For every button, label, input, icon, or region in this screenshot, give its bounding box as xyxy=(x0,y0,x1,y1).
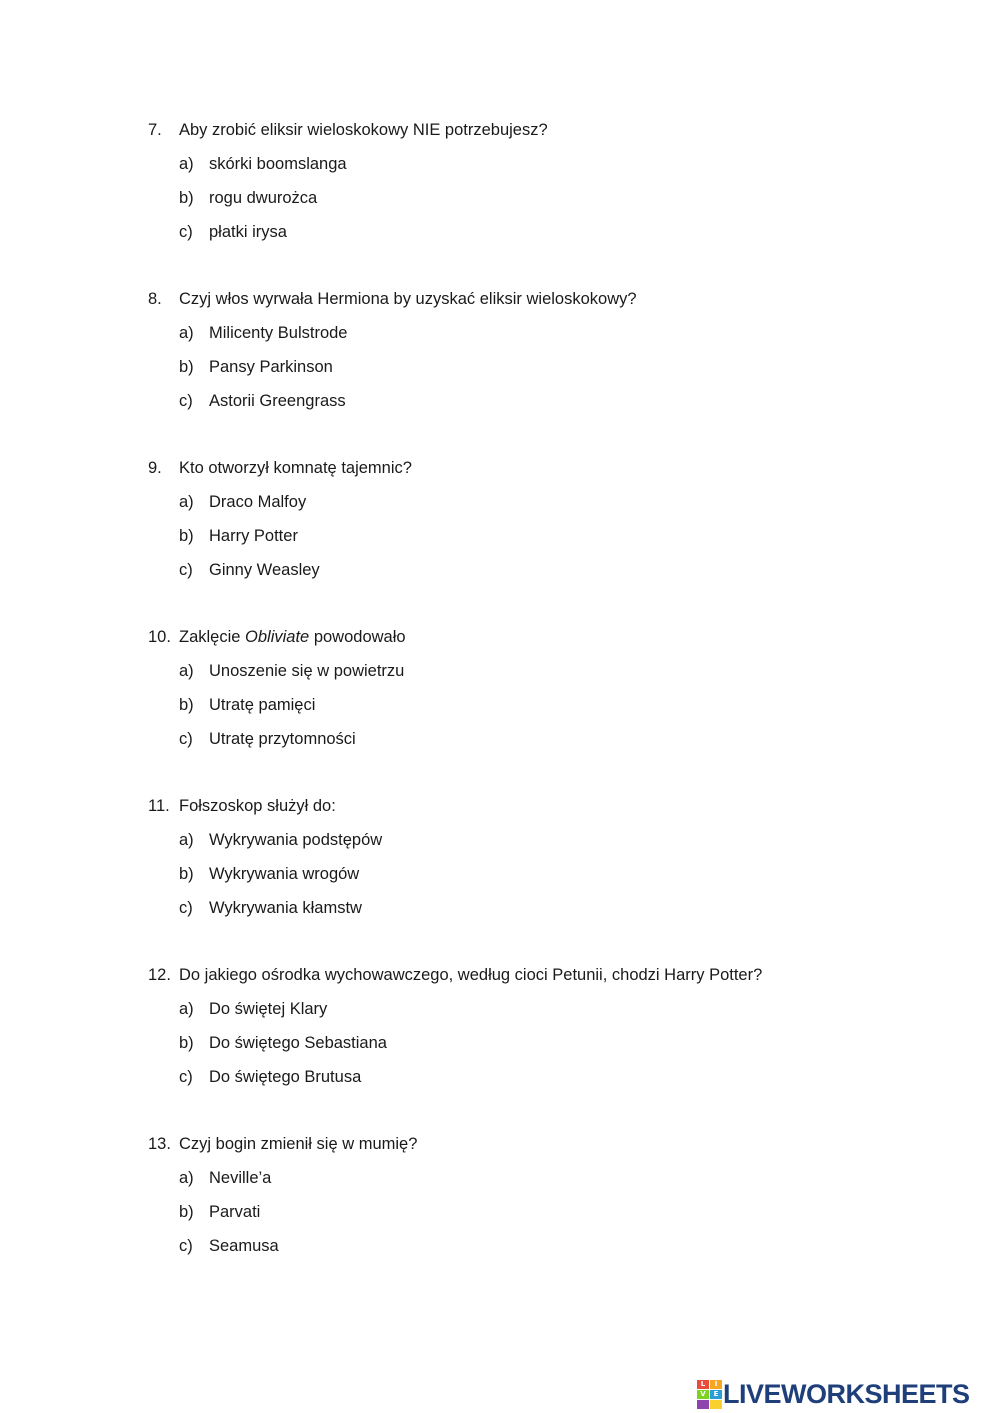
answer-text: Do świętego Sebastiana xyxy=(209,1034,387,1052)
question-text xyxy=(179,625,406,649)
answer-letter: b) xyxy=(179,527,194,545)
answer-text: Pansy Parkinson xyxy=(209,358,333,376)
question-text: Do jakiego ośrodka wychowawczego, według cioci Petunii, chodzi Harry Potter? xyxy=(179,966,763,984)
logo-mark-cell: V xyxy=(697,1390,709,1399)
logo-mark-cell xyxy=(697,1400,709,1409)
logo-mark-icon xyxy=(697,1380,721,1408)
question-number: 9. xyxy=(148,459,162,477)
logo-text: LIVEWORKSHEETS xyxy=(723,1379,970,1409)
question-text: Czyj bogin zmienił się w mumię? xyxy=(179,1135,418,1153)
question-number: 11. xyxy=(148,797,170,815)
answer-text: Neville’a xyxy=(209,1169,272,1187)
question-number: 10. xyxy=(148,628,171,646)
logo-mark-cell: L xyxy=(697,1380,709,1389)
answer-text: rogu dwurożca xyxy=(209,189,318,207)
answer-letter: c) xyxy=(179,392,193,410)
answer-letter: b) xyxy=(179,865,194,883)
answer-letter: b) xyxy=(179,1203,194,1221)
answer-text: Utratę przytomności xyxy=(209,730,356,748)
logo-mark-cell: I xyxy=(710,1380,722,1389)
answer-letter: c) xyxy=(179,730,193,748)
answer-text: skórki boomslanga xyxy=(209,155,347,173)
answer-text: Harry Potter xyxy=(209,527,298,545)
answer-letter: b) xyxy=(179,1034,194,1052)
answer-text: Astorii Greengrass xyxy=(209,392,346,410)
question-text: Czyj włos wyrwała Hermiona by uzyskać eliksir wieloskokowy? xyxy=(179,290,637,308)
answer-text: Do świętej Klary xyxy=(209,1000,328,1018)
answer-letter: a) xyxy=(179,1169,194,1187)
answer-text: Utratę pamięci xyxy=(209,696,316,714)
answer-letter: b) xyxy=(179,189,194,207)
answer-letter: a) xyxy=(179,1000,194,1018)
answer-letter: c) xyxy=(179,1237,193,1255)
question-text: Aby zrobić eliksir wieloskokowy NIE potrzebujesz? xyxy=(179,121,548,139)
answer-letter: a) xyxy=(179,831,194,849)
answer-letter: a) xyxy=(179,493,194,511)
question-number: 13. xyxy=(148,1135,171,1153)
answer-text: Wykrywania kłamstw xyxy=(209,899,362,917)
answer-text: Milicenty Bulstrode xyxy=(209,324,348,342)
answer-letter: c) xyxy=(179,1068,193,1086)
answer-letter: c) xyxy=(179,561,193,579)
answer-letter: a) xyxy=(179,155,194,173)
answer-letter: c) xyxy=(179,899,193,917)
question-number: 7. xyxy=(148,121,162,139)
answer-text: Parvati xyxy=(209,1203,261,1221)
question-text: Kto otworzył komnatę tajemnic? xyxy=(179,459,412,477)
answer-letter: a) xyxy=(179,662,194,680)
question-number: 12. xyxy=(148,966,171,984)
question-text: Fołszoskop służył do: xyxy=(179,797,336,815)
answer-letter: b) xyxy=(179,696,194,714)
answer-text: płatki irysa xyxy=(209,223,287,241)
logo-mark-cell: E xyxy=(710,1390,722,1399)
liveworksheets-logo xyxy=(697,1378,970,1410)
answer-text: Wykrywania podstępów xyxy=(209,831,383,849)
answer-text: Draco Malfoy xyxy=(209,493,307,511)
answer-text: Ginny Weasley xyxy=(209,561,320,579)
question-text-after: powodowało xyxy=(309,628,406,646)
question-text-before: Zaklęcie xyxy=(179,628,246,646)
logo-mark-cell xyxy=(710,1400,722,1409)
answer-text: Wykrywania wrogów xyxy=(209,865,360,883)
answer-letter: c) xyxy=(179,223,193,241)
spell-name: Obliviate xyxy=(245,628,310,646)
answer-text: Do świętego Brutusa xyxy=(209,1068,362,1086)
question-number: 8. xyxy=(148,290,162,308)
answer-letter: b) xyxy=(179,358,194,376)
answer-letter: a) xyxy=(179,324,194,342)
answer-text: Seamusa xyxy=(209,1237,279,1255)
answer-text: Unoszenie się w powietrzu xyxy=(209,662,405,680)
